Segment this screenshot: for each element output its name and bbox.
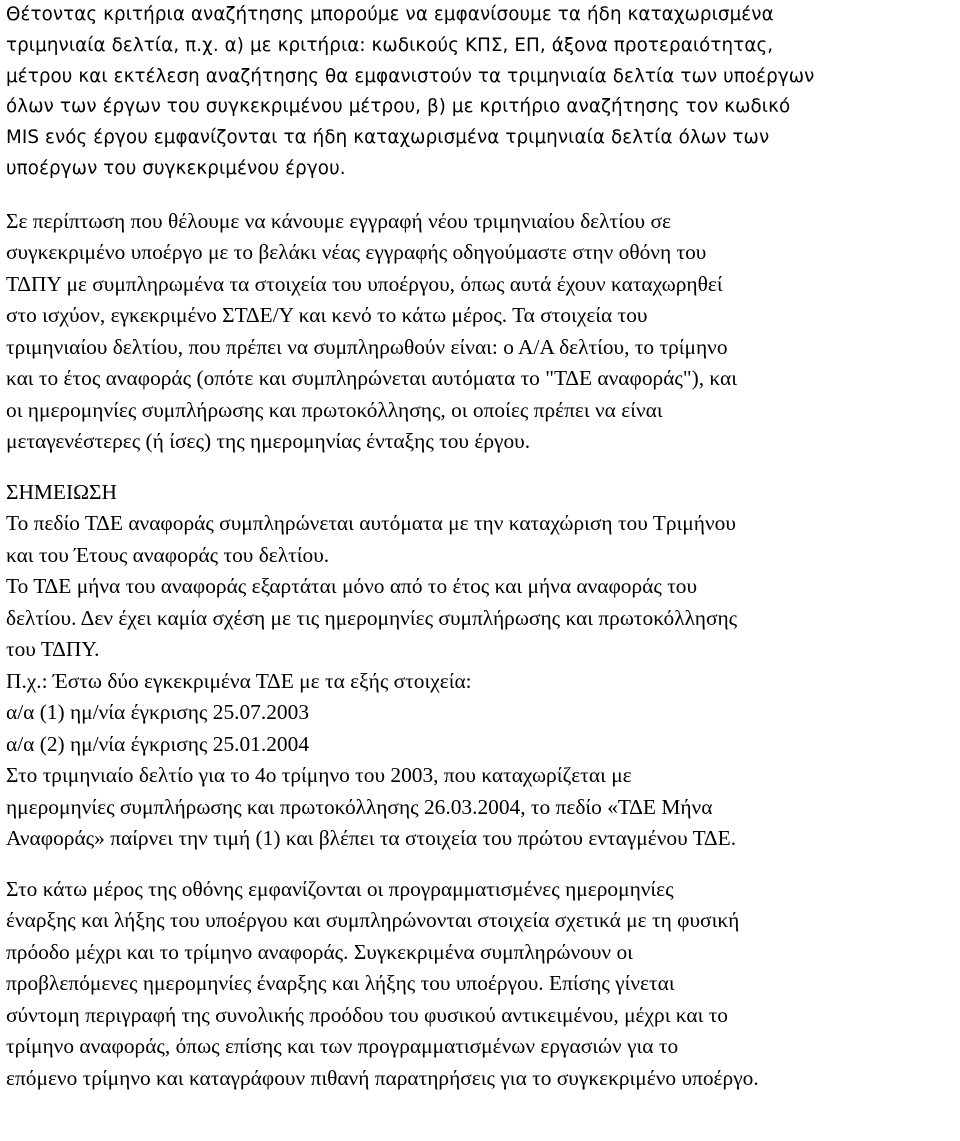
text-line: τρίμηνο αναφοράς, όπως επίσης και των προγραμματισμένων εργασιών για το — [6, 1034, 679, 1059]
text-line: όλων των έργων του συγκεκριμένου μέτρου, β) με κριτήριο αναζήτησης τον κωδικό — [6, 96, 791, 118]
text-line: οι ημερομηνίες συμπλήρωσης και πρωτοκόλλησης, οι οποίες πρέπει να είναι — [6, 397, 663, 422]
text-line: δελτίου. Δεν έχει καμία σχέση με τις ημερομηνίες συμπλήρωσης και πρωτοκόλλησης — [6, 605, 738, 630]
text-line: Αναφοράς» παίρνει την τιμή (1) και βλέπει τα στοιχεία του πρώτου ενταγμένου ΤΔΕ. — [6, 826, 737, 851]
text-line: σύντομη περιγραφή της συνολικής προόδου του φυσικού αντικειμένου, μέχρι και το — [6, 1002, 728, 1027]
physical-progress-paragraph — [6, 874, 956, 1095]
text-line: μεταγενέστερες (ή ίσες) της ημερομηνίας ένταξης του έργου. — [6, 429, 531, 454]
text-line: πρόοδο μέχρι και το τρίμηνο αναφοράς. Συγκεκριμένα συμπληρώνουν οι — [6, 939, 633, 964]
text-line: τριμηνιαίου δελτίου, που πρέπει να συμπληρωθούν είναι: ο Α/Α δελτίου, το τρίμηνο — [6, 334, 728, 359]
new-entry-paragraph — [6, 206, 956, 458]
text-line: ημερομηνίες συμπλήρωσης και πρωτοκόλλησης 26.03.2004, το πεδίο «ΤΔΕ Μήνα — [6, 794, 713, 819]
text-line: Σε περίπτωση που θέλουμε να κάνουμε εγγραφή νέου τριμηνιαίου δελτίου σε — [6, 208, 671, 233]
text-line: α/α (2) ημ/νία έγκρισης 25.01.2004 — [6, 731, 310, 756]
text-line: α/α (1) ημ/νία έγκρισης 25.07.2003 — [6, 700, 310, 725]
paragraph-spacer — [6, 855, 956, 874]
text-line: MIS ενός έργου εμφανίζονται τα ήδη καταχωρισμένα τριμηνιαία δελτία όλων των — [6, 127, 770, 149]
text-line: και του Έτους αναφοράς του δελτίου. — [6, 542, 330, 567]
text-line: Στο κάτω μέρος της οθόνης εμφανίζονται οι προγραμματισμένες ημερομηνίες — [6, 876, 674, 901]
text-line: του ΤΔΠΥ. — [6, 637, 100, 662]
text-line: συγκεκριμένο υποέργο με το βελάκι νέας εγγραφής οδηγούμαστε στην οθόνη του — [6, 240, 707, 265]
note-heading: ΣΗΜΕΙΩΣΗ — [6, 479, 117, 504]
text-line: επόμενο τρίμηνο και καταγράφουν πιθανή παρατηρήσεις για το συγκεκριμένο υποέργο. — [6, 1065, 759, 1090]
text-line: στο ισχύον, εγκεκριμένο ΣΤΔΕ/Υ και κενό το κάτω μέρος. Τα στοιχεία του — [6, 303, 648, 328]
text-line: τριμηνιαία δελτία, π.χ. α) με κριτήρια: κωδικούς ΚΠΣ, ΕΠ, άξονα προτεραιότητας, — [6, 34, 774, 56]
text-line: ΤΔΠΥ με συμπληρωμένα τα στοιχεία του υποέργου, όπως αυτά έχουν καταχωρηθεί — [6, 271, 723, 296]
text-line: και το έτος αναφοράς (οπότε και συμπληρώνεται αυτόματα το "ΤΔΕ αναφοράς"), και — [6, 366, 737, 391]
text-line: Το ΤΔΕ μήνα του αναφοράς εξαρτάται μόνο από το έτος και μήνα αναφοράς του — [6, 574, 698, 599]
document-page — [6, 0, 956, 1094]
text-line: υποέργων του συγκεκριμένου έργου. — [6, 157, 346, 179]
text-line: προβλεπόμενες ημερομηνίες έναρξης και λήξης του υποέργου. Επίσης γίνεται — [6, 971, 675, 996]
text-line: έναρξης και λήξης του υποέργου και συμπληρώνονται στοιχεία σχετικά με τη φυσική — [6, 908, 740, 933]
note-section — [6, 477, 956, 855]
text-line: Θέτοντας κριτήρια αναζήτησης μπορούμε να εμφανίσουμε τα ήδη καταχωρισμένα — [6, 4, 774, 25]
text-line: μέτρου και εκτέλεση αναζήτησης θα εμφανιστούν τα τριμηνιαία δελτία των υποέργων — [6, 65, 815, 87]
text-line: Στο τριμηνιαίο δελτίο για το 4ο τρίμηνο του 2003, που καταχωρίζεται με — [6, 763, 632, 788]
text-line: Το πεδίο ΤΔΕ αναφοράς συμπληρώνεται αυτόματα με την καταχώριση του Τριμήνου — [6, 511, 736, 536]
paragraph-spacer — [6, 458, 956, 477]
search-criteria-paragraph — [6, 0, 956, 185]
paragraph-spacer — [6, 185, 956, 206]
text-line: Π.χ.: Έστω δύο εγκεκριμένα ΤΔΕ με τα εξής στοιχεία: — [6, 668, 472, 693]
